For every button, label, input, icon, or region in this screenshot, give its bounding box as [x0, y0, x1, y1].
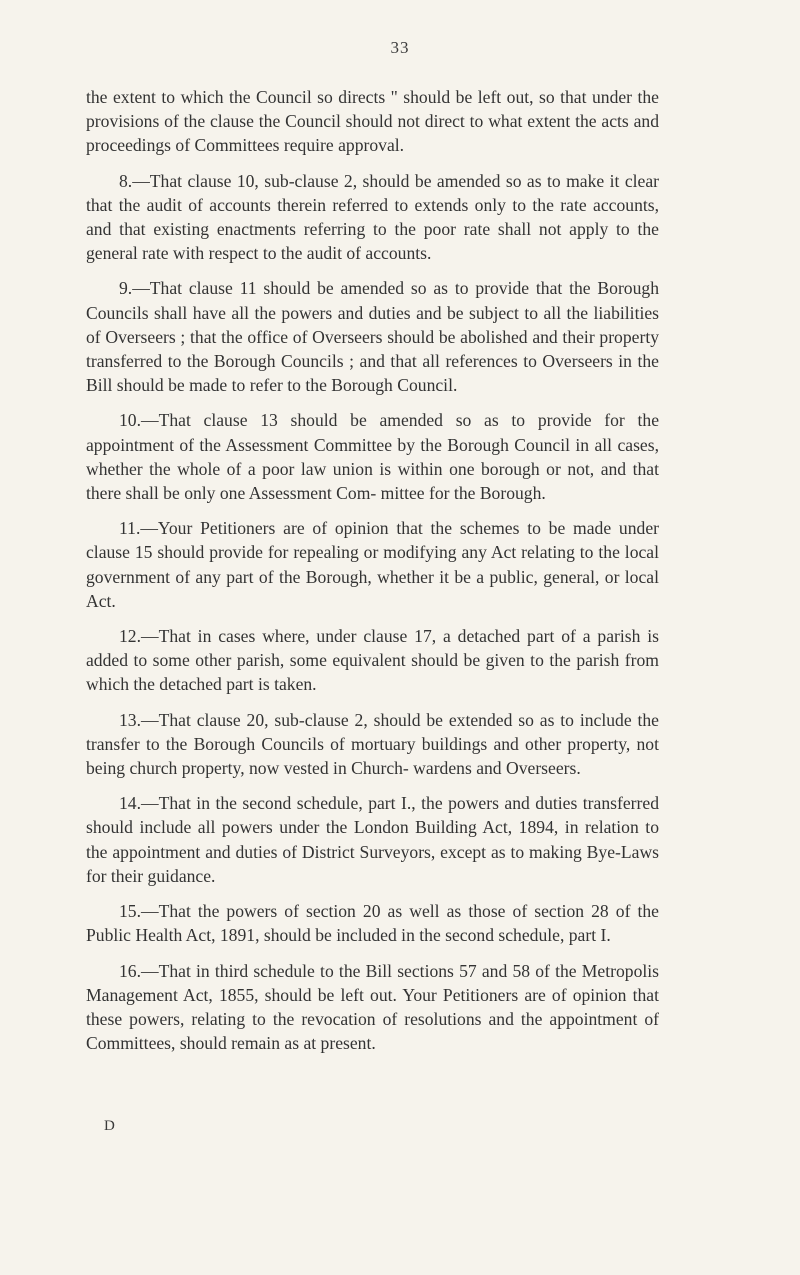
- paragraph-10: 10.—That clause 13 should be amended so as to provide for the appointment of the Assessment Committee by the Borough Council in all cases, whether the whole of a poor law union is within one borough or not, and that there shall be only one Assessment Com- mittee for the Borough.: [86, 410, 659, 504]
- paragraph-9: 9.—That clause 11 should be amended so as to provide that the Borough Councils shall have all the powers and duties and be subject to all the liabilities of Overseers ; that the office of Overseers should be abolished and their property transferred to the Borough Councils ; and that all references to Overseers in the Bill should be made to refer to the Borough Council.: [86, 278, 659, 396]
- paragraph-16: 16.—That in third schedule to the Bill sections 57 and 58 of the Metropolis Management Act, 1855, should be left out. Your Petitioners are of opinion that these powers, relating to the revocation of resolutions and the appointment of Committees, should remain as at present.: [86, 960, 659, 1054]
- paragraph-12: 12.—That in cases where, under clause 17, a detached part of a parish is added to some other parish, some equivalent should be given to the parish from which the detached part is taken.: [86, 626, 659, 695]
- signature-mark: D: [104, 1118, 115, 1134]
- paragraph-11: 11.—Your Petitioners are of opinion that the schemes to be made under clause 15 should provide for repealing or modifying any Act relating to the local government of any part of the Borough, whether it be a public, general, or local Act.: [86, 518, 659, 611]
- paragraph-8: 8.—That clause 10, sub-clause 2, should be amended so as to make it clear that the audit of accounts therein referred to extends only to the rate accounts, and that existing enactments referring to the poor rate shall not apply to the general rate with respect to the audit of accounts.: [86, 170, 659, 264]
- paragraph-13: 13.—That clause 20, sub-clause 2, should be extended so as to include the transfer to the Borough Councils of mortuary buildings and other property, not being church property, now vested in Church- wardens and Overseers.: [86, 709, 659, 779]
- page-number: 33: [390, 38, 410, 57]
- paragraph-15: 15.—That the powers of section 20 as well as those of section 28 of the Public Health Act, 1891, should be included in the second schedule, part I.: [86, 901, 659, 946]
- paragraph-14: 14.—That in the second schedule, part I., the powers and duties transferred should include all powers under the London Building Act, 1894, in relation to the appointment and duties of District Surveyors, except as to making Bye-Laws for their guidance.: [86, 793, 659, 886]
- document-body: [86, 85, 659, 1066]
- paragraph-continuation: the extent to which the Council so directs " should be left out, so that under the provisions of the clause the Council should not direct to what extent the acts and proceedings of Committees require approval.: [86, 87, 659, 156]
